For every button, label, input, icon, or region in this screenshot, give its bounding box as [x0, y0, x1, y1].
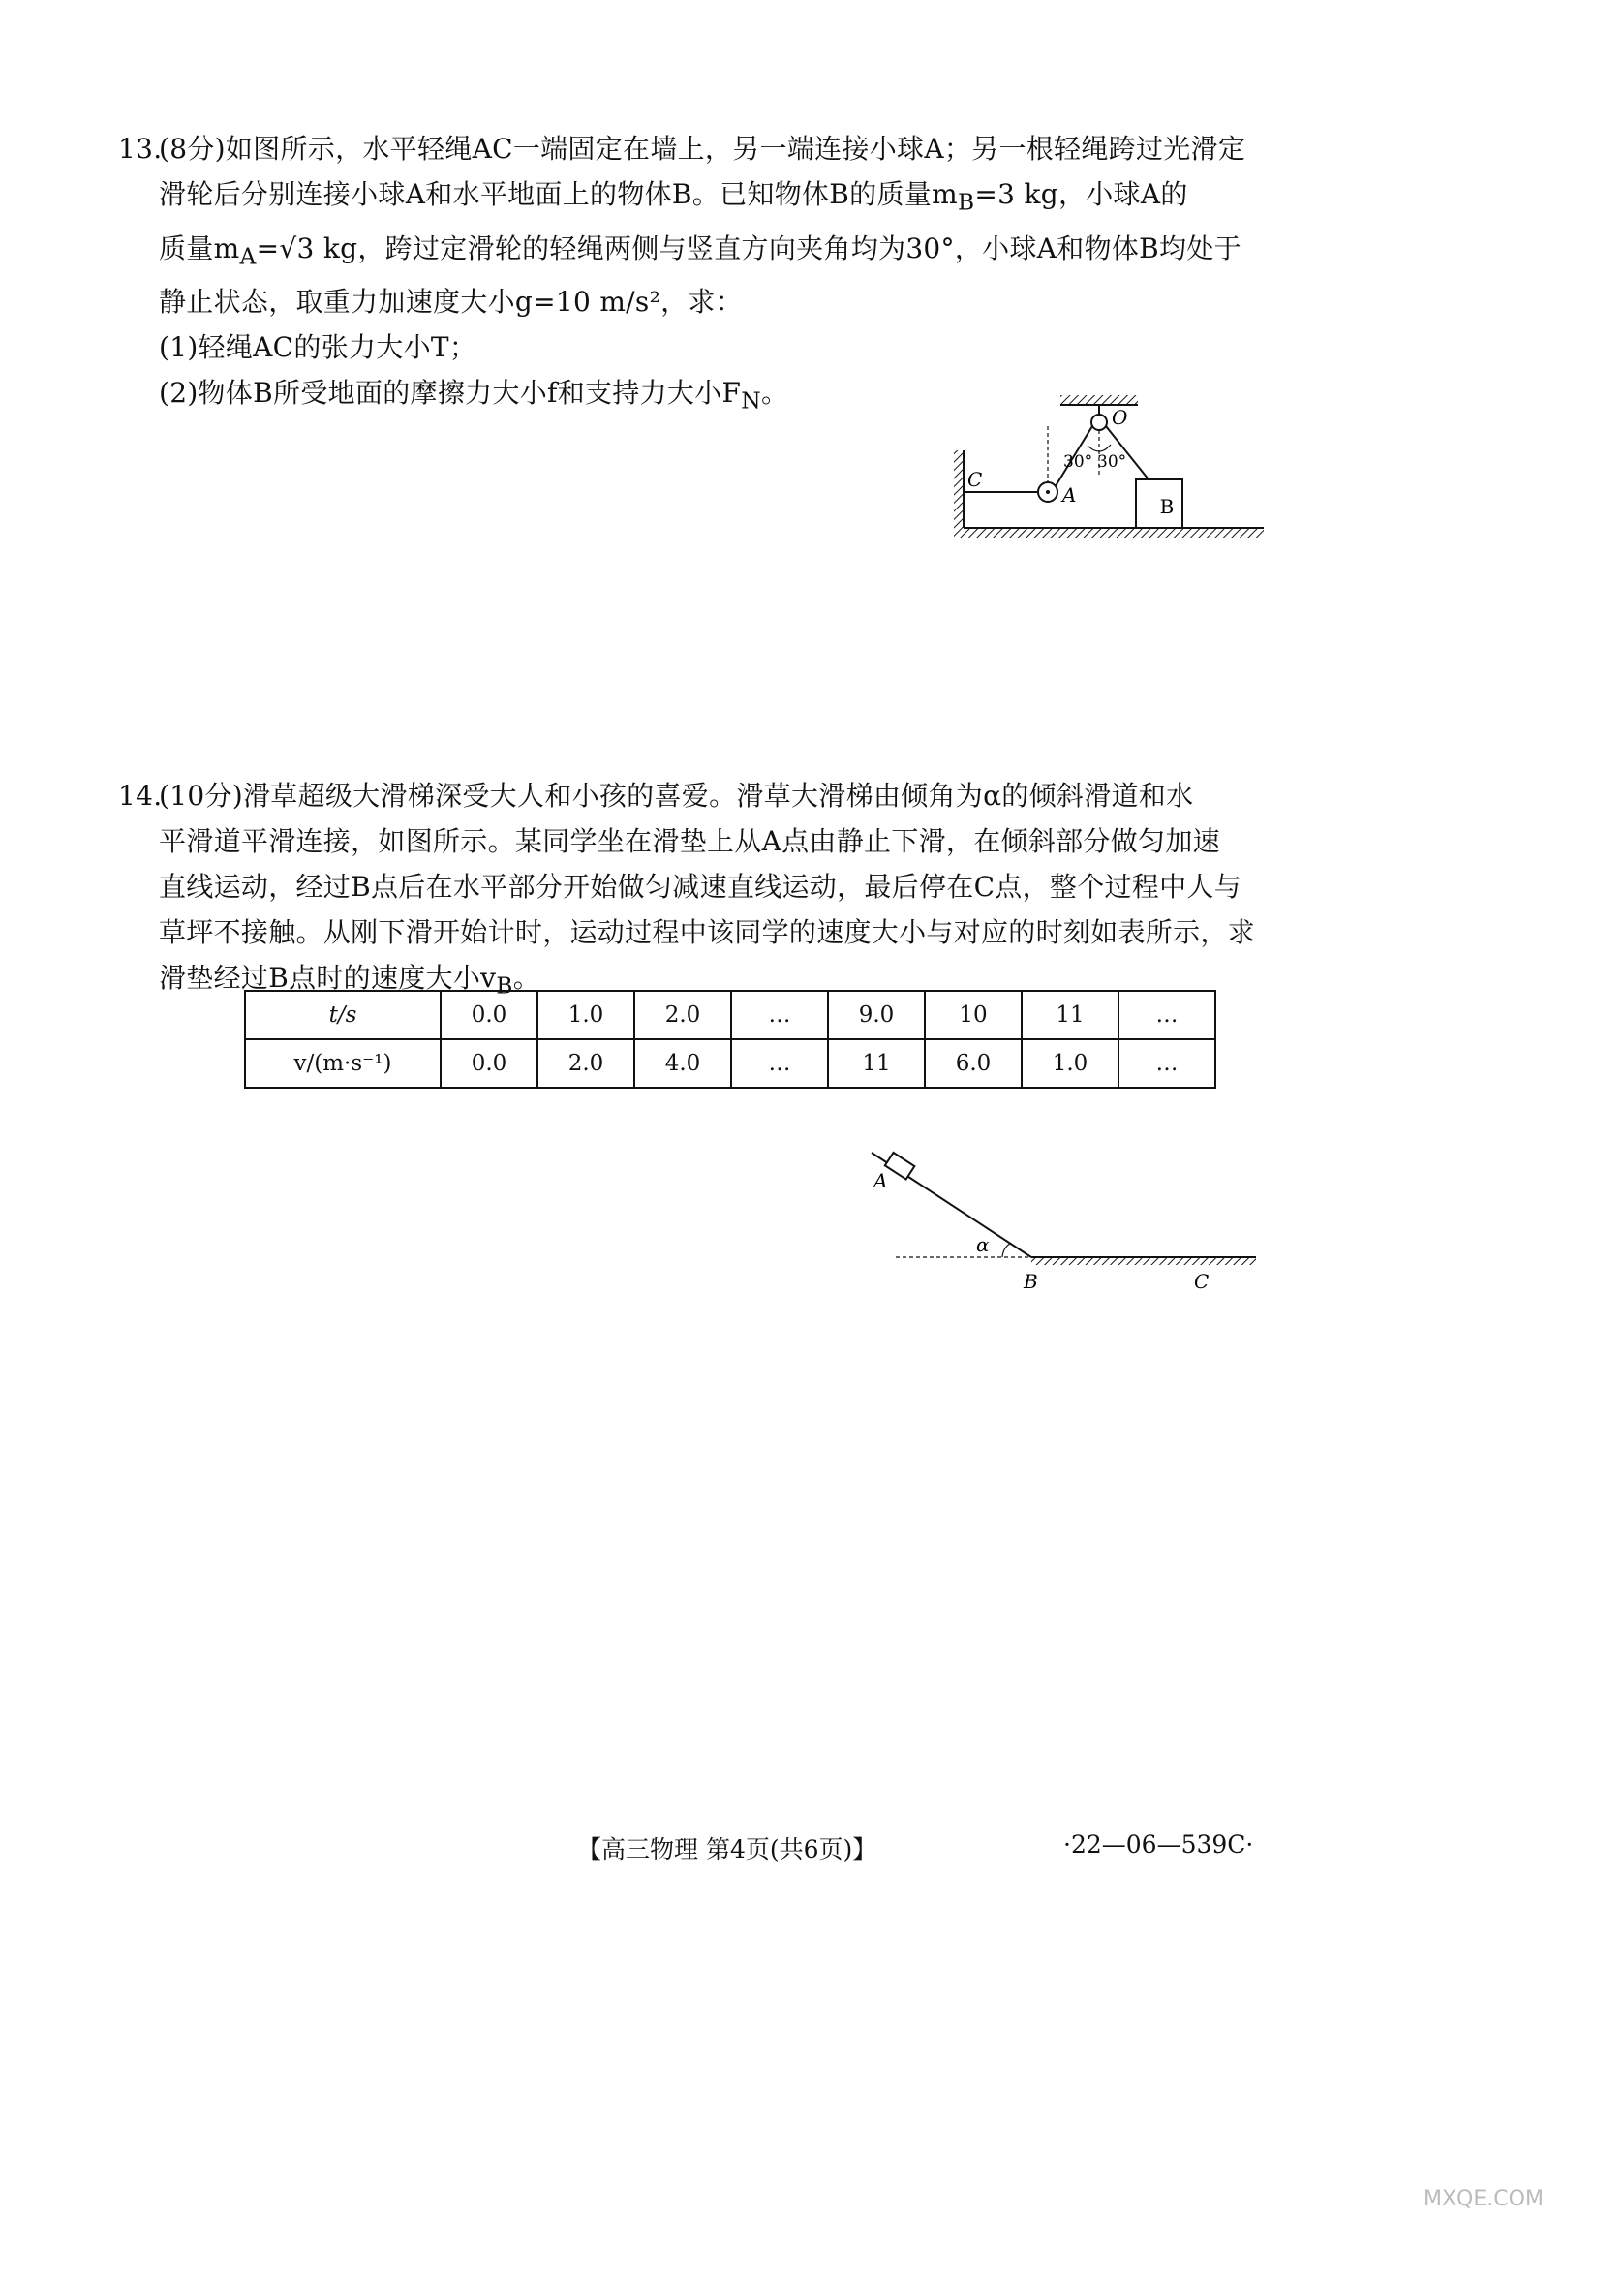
- label-o: O: [1112, 406, 1128, 429]
- pulley-diagram: [954, 387, 1273, 542]
- watermark: MXQE.COM: [1424, 2187, 1544, 2211]
- table-cell: 2.0: [634, 991, 731, 1039]
- label-a: A: [873, 1169, 888, 1192]
- question-text-line: 平滑道平滑连接，如图所示。某同学坐在滑垫上从A点由静止下滑，在倾斜部分做匀加速: [159, 825, 1220, 857]
- label-b: B: [1159, 495, 1175, 518]
- page-footer-title: 【高三物理 第4页(共6页)】: [577, 1835, 877, 1864]
- question-text-line: 直线运动，经过B点后在水平部分开始做匀减速直线运动，最后停在C点，整个过程中人与: [159, 871, 1242, 903]
- punctuation: 。: [760, 377, 789, 410]
- label-b: B: [1024, 1270, 1038, 1293]
- slide-diagram: [862, 1143, 1269, 1298]
- table-cell: 1.0: [537, 991, 634, 1039]
- question-text-line: 滑草超级大滑梯深受大人和小孩的喜爱。滑草大滑梯由倾角为α的倾斜滑道和水: [242, 780, 1194, 812]
- table-cell: 0.0: [441, 1039, 537, 1088]
- question-text-line: 滑垫经过B点时的速度大小v: [159, 962, 497, 994]
- question-text-line: 如图所示，水平轻绳AC一端固定在墙上，另一端连接小球A；另一根轻绳跨过光滑定: [225, 133, 1246, 165]
- wall: [954, 450, 964, 538]
- pulley: [1091, 415, 1107, 430]
- velocity-table: [244, 990, 1216, 1089]
- table-cell: 0.0: [441, 991, 537, 1039]
- question-points: (8分): [159, 133, 226, 165]
- subscript: B: [496, 971, 513, 1000]
- question-text-line: 滑轮后分别连接小球A和水平地面上的物体B。已知物体B的质量m: [159, 178, 958, 210]
- table-cell: …: [1118, 1039, 1215, 1088]
- angle-label-left: 30°: [1063, 452, 1093, 472]
- table-cell: 6.0: [925, 1039, 1022, 1088]
- question-text-line: 草坪不接触。从刚下滑开始计时，运动过程中该同学的速度大小与对应的时刻如表所示，求: [159, 916, 1256, 948]
- slider-block: [885, 1153, 915, 1180]
- table-cell: 10: [925, 991, 1022, 1039]
- label-a: A: [1062, 483, 1077, 507]
- horizontal-track: [1031, 1257, 1256, 1265]
- angle-label-right: 30°: [1097, 452, 1127, 472]
- subscript: B: [957, 188, 975, 216]
- table-header-cell: t/s: [245, 991, 441, 1039]
- table-cell: …: [731, 1039, 828, 1088]
- table-cell: 11: [1022, 991, 1118, 1039]
- table-row: [245, 991, 1215, 1039]
- page-footer-code: ·22—06—539C·: [1063, 1831, 1254, 1859]
- table-cell: …: [731, 991, 828, 1039]
- question-text-line: =√3 kg，跨过定滑轮的轻绳两侧与竖直方向夹角均为30°，小球A和物体B均处于: [256, 231, 1241, 264]
- ground: [964, 528, 1264, 538]
- sub-question-1: (1)轻绳AC的张力大小T；: [159, 331, 477, 364]
- punctuation: 。: [512, 962, 541, 994]
- table-cell: 9.0: [828, 991, 925, 1039]
- label-c: C: [967, 468, 983, 491]
- sub-question-2: (2)物体B所受地面的摩擦力大小f和支持力大小F: [159, 377, 742, 410]
- subscript: A: [239, 242, 257, 270]
- question-number: 13.: [118, 133, 163, 165]
- table-cell: 4.0: [634, 1039, 731, 1088]
- question-text-line: =3 kg，小球A的: [974, 178, 1188, 210]
- table-cell: 1.0: [1022, 1039, 1118, 1088]
- table-row: [245, 1039, 1215, 1088]
- question-number: 14.: [118, 780, 163, 812]
- ceiling: [1060, 395, 1138, 405]
- question-text-line: 静止状态，取重力加速度大小g=10 m/s²，求：: [159, 286, 743, 319]
- question-13: [118, 126, 1266, 424]
- question-text-line: 质量m: [159, 231, 240, 264]
- subscript: N: [741, 386, 761, 415]
- question-points: (10分): [159, 780, 243, 812]
- table-header-cell: v/(m·s⁻¹): [245, 1039, 441, 1088]
- table-cell: 2.0: [537, 1039, 634, 1088]
- label-c: C: [1194, 1270, 1210, 1293]
- table-cell: …: [1118, 991, 1215, 1039]
- label-alpha: α: [976, 1233, 990, 1256]
- table-cell: 11: [828, 1039, 925, 1088]
- question-14: [118, 773, 1266, 1009]
